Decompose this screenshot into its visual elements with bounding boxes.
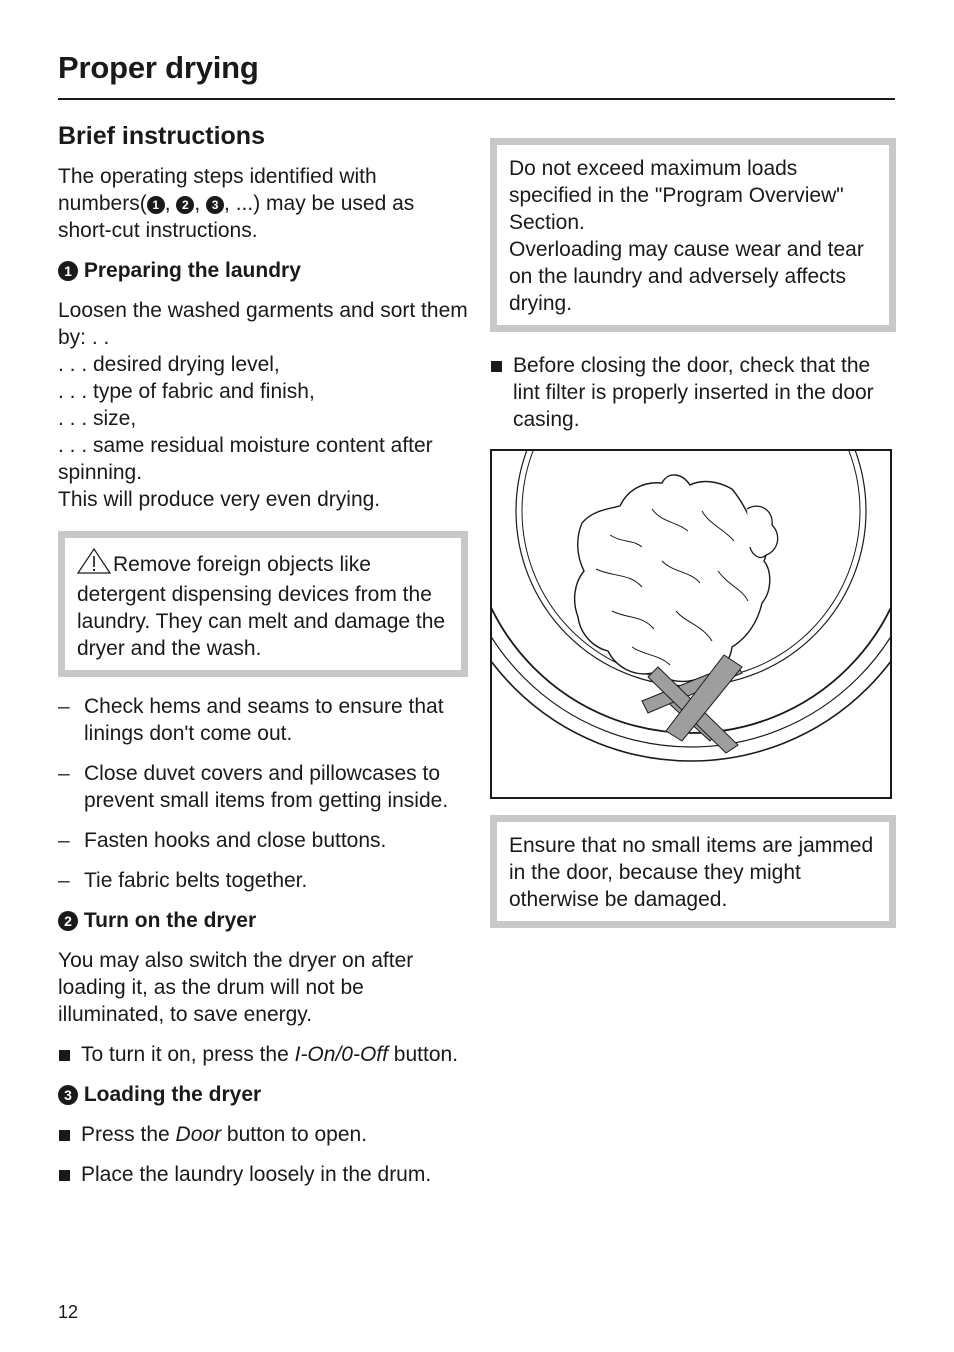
drum-with-laundry-illustration (492, 451, 890, 797)
warning-box (58, 531, 468, 677)
bullet-square-icon (59, 1170, 70, 1181)
sort-line: This will produce very even drying. (58, 488, 381, 511)
intro-text-end: , ...) may be used as short-cut instructions. (58, 192, 415, 242)
page-number: 12 (58, 1302, 79, 1322)
drum-loading-illustration (490, 449, 892, 799)
step-number-3-icon: 3 (206, 196, 224, 214)
step-2-text: You may also switch the dryer on after loading it, as the drum will not be illuminated, to save energy. (58, 949, 414, 1026)
list-item: – Close duvet covers and pillowcases to prevent small items from getting inside. (58, 760, 468, 814)
section-title: Brief instructions (58, 122, 265, 150)
sort-instructions (58, 297, 468, 513)
list-item: – Tie fabric belts together. (58, 867, 468, 894)
right-column (490, 138, 896, 928)
bullet-text: To turn it on, press the (81, 1043, 295, 1066)
bullet-text: Before closing the door, check that the lint filter is properly inserted in the door casing. (513, 354, 874, 431)
step-number-1-icon: 1 (147, 196, 165, 214)
step-3-heading (58, 1081, 468, 1108)
list-item (58, 1041, 468, 1068)
warning-text: Remove foreign objects like detergent dispensing devices from the laundry. They can melt and damage the dryer and the wash. (77, 553, 446, 660)
bullet-square-icon (491, 361, 502, 372)
bullet-text: Press the (81, 1123, 176, 1146)
step-1-heading (58, 257, 468, 284)
list-item: – Fasten hooks and close buttons. (58, 827, 468, 854)
step-2-title: Turn on the dryer (83, 909, 257, 932)
step-number-2-icon: 2 (176, 196, 194, 214)
step-2-heading (58, 907, 468, 934)
intro-text-start: The operating steps identified with numbers( (58, 165, 377, 215)
list-item (58, 1161, 468, 1188)
step-3-bullets (58, 1121, 468, 1188)
small-items-note-text: Ensure that no small items are jammed in the door, because they might otherwise be damaged. (509, 834, 874, 911)
list-item (58, 1121, 468, 1148)
lint-filter-bullets (490, 352, 896, 433)
sort-line: Loosen the washed garments and sort them by: . . (58, 299, 468, 349)
bullet-text: button. (387, 1043, 459, 1066)
sort-line: . . . desired drying level, (58, 353, 280, 376)
list-item: – Check hems and seams to ensure that linings don't come out. (58, 693, 468, 747)
load-note-box (490, 138, 896, 332)
sort-line: . . . size, (58, 407, 137, 430)
step-3-title: Loading the dryer (83, 1083, 262, 1106)
list-item (490, 352, 896, 433)
small-items-note-box (490, 815, 896, 928)
step-2-number-icon: 2 (58, 911, 78, 931)
sort-line: . . . type of fabric and finish, (58, 380, 315, 403)
step-3-number-icon: 3 (58, 1085, 78, 1105)
load-note-line: Do not exceed maximum loads specified in the "Program Overview" Section. (509, 157, 844, 234)
load-note-line: Overloading may cause wear and tear on the laundry and adversely affects drying. (509, 238, 864, 315)
intro-text: The operating steps identified with numbers( 1 , 2 , 3 , ...) may be used as short-cut instructions. (58, 165, 415, 242)
sort-line: . . . same residual moisture content after spinning. (58, 434, 433, 484)
bullet-square-icon (59, 1130, 70, 1141)
title-divider (58, 98, 895, 100)
on-off-button-label: I-On/0-Off (294, 1043, 388, 1066)
bullet-text: Place the laundry loosely in the drum. (81, 1163, 432, 1186)
left-column (58, 122, 468, 1201)
step-2-bullets (58, 1041, 468, 1068)
preparation-checklist (58, 693, 468, 894)
step-1-title: Preparing the laundry (83, 259, 301, 282)
warning-triangle-icon (77, 548, 111, 581)
bullet-square-icon (59, 1050, 70, 1061)
bullet-text: button to open. (221, 1123, 368, 1146)
page-title: Proper drying (58, 50, 259, 85)
door-button-label: Door (175, 1123, 222, 1146)
step-1-number-icon: 1 (58, 261, 78, 281)
